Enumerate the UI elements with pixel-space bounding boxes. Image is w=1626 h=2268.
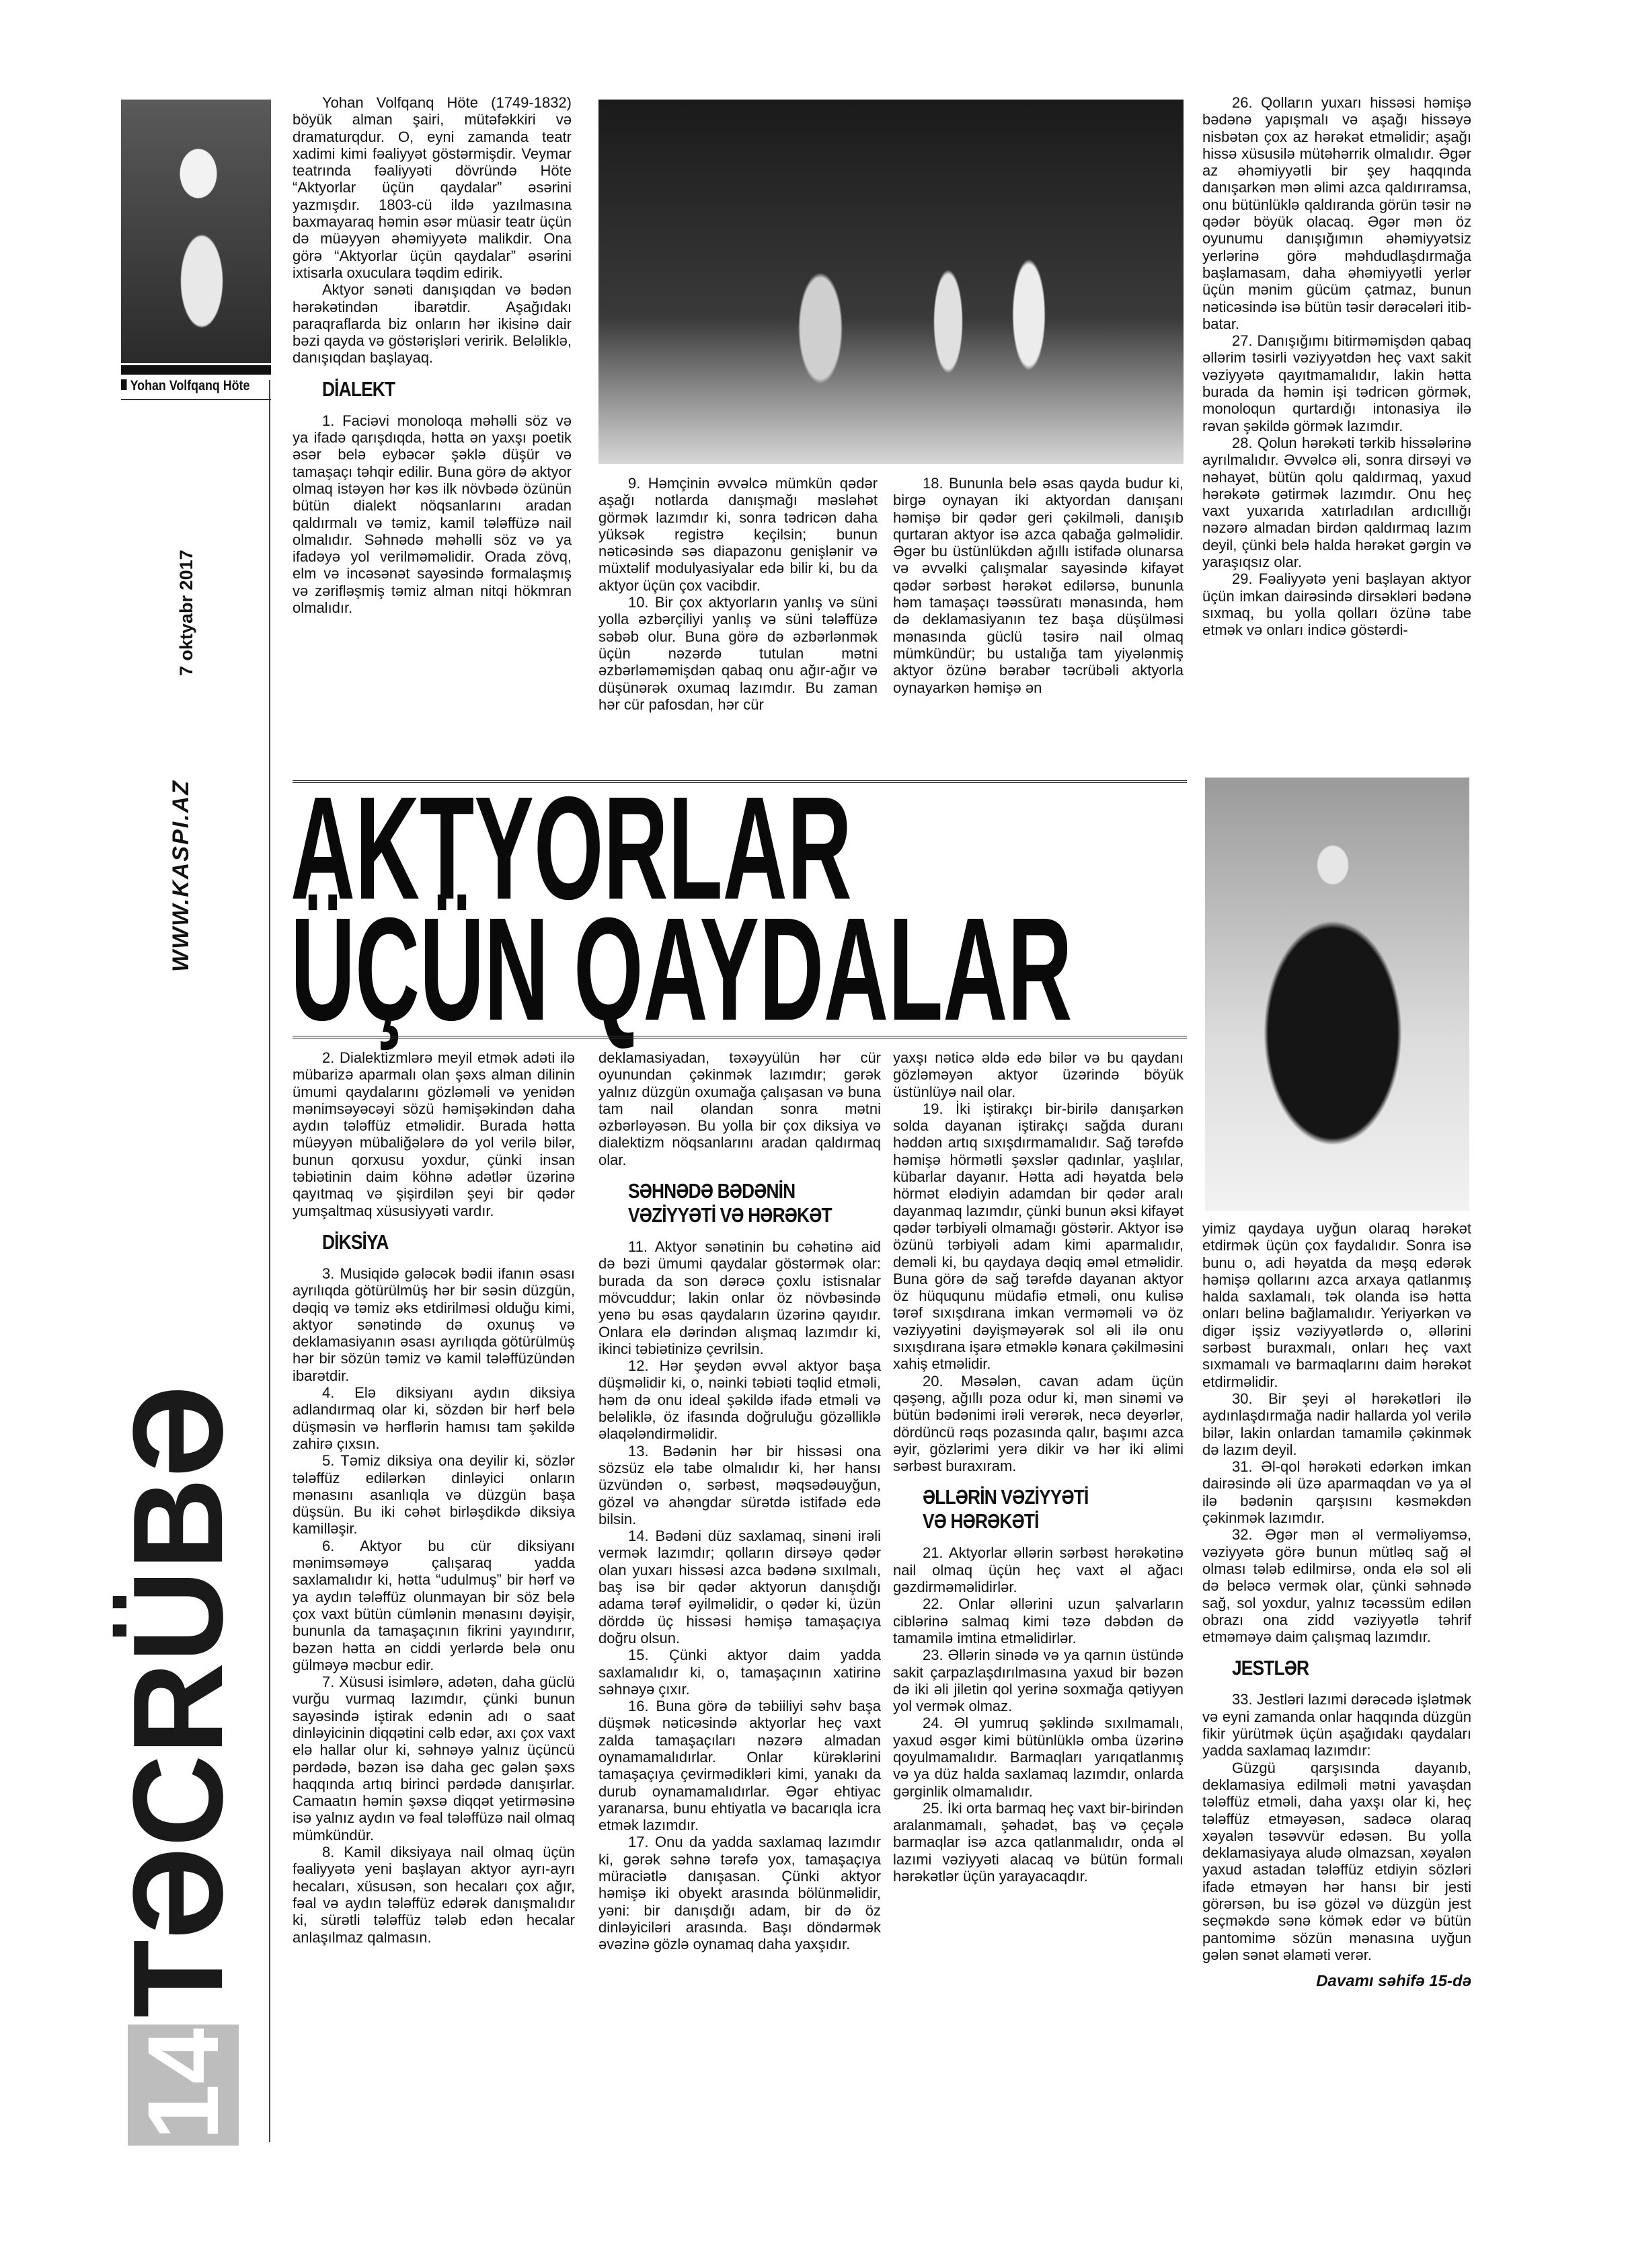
article-paragraph: 25. İki orta barmaq heç vaxt bir-birindən aralanmamalı, şəhadət, baş və çeçələ barmaqlar isə azca qatlanmalıdır, onda əl lazımi vəziyyəti alacaq və bütün formalı hərəkətlər üçün yarayacaqdır. — [893, 1799, 1184, 1885]
article-paragraph: 20. Məsələn, cavan adam üçün qəşəng, ağıllı poza odur ki, mən sinəmi və bütün bədənimi irəli verərək, necə deyərlər, dördüncü rəqs pozasında qalır, başımı azca əyir, gözlərimi yerə dikir və hər iki əlimi sərbəst buraxıram. — [893, 1372, 1184, 1475]
article-paragraph: 18. Bununla belə əsas qayda budur ki, birgə oynayan iki aktyordan danışanı həmişə bir qədər geri çəkilməli, danışıb qurtaran aktyor isə azca qabağa gəlməlidir. Əgər bu üstünlükdən ağıllı istifadə olunarsa və əvvəlki çalışmalar sayəsində kifayət qədər sərbəst hərəkət edilərsə, bununla həm tamaşaçı təəssüratı mənasında, həm də deklamasiyanın tez başa düşülməsi mənasında güclü təsirə nail olmaq mümkündür; bu ustalığa tam yiyələnmiş aktyor özünə bərabər təcrübəli aktyorla oynayarkən həmişə ən — [893, 475, 1184, 696]
headline-line-1: AKTYORLAR — [291, 767, 852, 930]
section-heading: JESTLƏR — [1232, 1656, 1309, 1680]
article-paragraph: yimiz qaydaya uyğun olaraq hərəkət etdirmək üçün çox faydalıdır. Sonra isə bunu o, adi həyatda da məşq edərək həmişə qollarını azca arxaya qatlanmış halda saxlamalı, tək olanda isə hətta onları belinə bağlamalıdır. Yeriyərkən və digər işsiz vəziyyətlərdə o, əllərini sərbəst buraxmalı, onları heç vaxt sıxmamalı və barmaqlarını daim hərəkət etdirməlidir. — [1202, 1220, 1471, 1390]
column-bottom-1 — [293, 1049, 575, 1946]
article-paragraph: 9. Həmçinin əvvəlcə mümkün qədər aşağı notlarda danışmağı məsləhət görmək lazımdır ki, sonra tədricən daha yüksək registrə keçilsin; bunun nəticəsində səs diapazonu genişlənir və müxtəlif modulyasiyalar edə bilir ki, bu da aktyor üçün çox vacibdir. — [598, 475, 878, 594]
section-title: TƏCRÜBƏ — [107, 1385, 249, 2018]
article-paragraph: Aktyor sənəti danışıqdan və bədən hərəkətindən ibarətdir. Aşağıdakı paraqraflarda biz onların hər ikisinə dair bəzi qayda və göstərişləri veririk. Beləliklə, danışıqdan başlayaq. — [293, 281, 572, 367]
article-paragraph: 12. Hər şeydən əvvəl aktyor başa düşməlidir ki, o, nəinki təbiəti təqlid etməli, həm də onu ideal şəkildə ifadə etməli və beləliklə, öz ifasında doğruluğu gözəlliklə əlaqələndirməlidir. — [598, 1357, 881, 1443]
stage-photo — [598, 100, 1184, 464]
column-top-2 — [598, 475, 878, 713]
article-paragraph: yaxşı nəticə əldə edə bilər və bu qaydanı gözləməyən aktyor üzərində böyük üstünlüyə nail olar. — [893, 1049, 1184, 1100]
article-paragraph: 15. Çünki aktyor daim yadda saxlamalıdır ki, o, tamaşaçının xatirinə səhnəyə çıxır. — [598, 1647, 881, 1698]
article-paragraph: 1. Faciəvi monoloqa məhəlli söz və ya ifadə qarışdıqda, hətta ən yaxşı poetik əsər belə eybəcər şəklə düşür və tamaşaçı təhqir edilir. Buna görə də aktyor olmaq istəyən hər kəs ilk növbədə özünün bütün dialekt nöqsanlarını aradan qaldırmalı və təmiz, kamil tələffüzə nail olmalıdır. Səhnədə məhəlli söz və ya ifadəyə yol verilməməlidir. Orada zövq, elm və incəsənət sayəsində formalaşmış və zərifləşmiş təmiz alman nitqi hökmran olmalıdır. — [293, 412, 572, 617]
article-paragraph: deklamasiyadan, təxəyyülün hər cür oyunundan çəkinmək lazımdır; gərək yalnız düzgün oxumağa çalışasan və buna tam nail olandan sonra mətni əzbərləyəsən. Bu yolla bir çox diksiya və dialektizm nöqsanlarını aradan qaldırmaq olar. — [598, 1049, 881, 1168]
article-paragraph: 10. Bir çox aktyorların yanlış və süni yolla əzbərçiliyi yanlış və süni tələffüzə səbəb olur. Buna görə də əzbərlənmək üçün nəzərdə tutulan mətni əzbərləməmişdən qabaq onu ağır-ağır və düşünərək oxumaq lazımdır. Bu zaman hər cür pafosdan, hər cür — [598, 594, 878, 713]
article-paragraph: 6. Aktyor bu cür diksiyanı mənimsəməyə çalışaraq yadda saxlamalıdır ki, hətta “udulmuş” bir hərf və ya aydın tələffüz olunmayan bir söz belə çox vaxt bütün cümlənin mənasını dəyişir, bununla da tamaşaçının fikrini yayındırır, bəzən hətta ən ciddi yerlərdə belə onu gülməyə məcbur edir. — [293, 1537, 575, 1673]
article-paragraph: 19. İki iştirakçı bir-birilə danışarkən solda dayanan iştirakçı sağda duranı həddən artıq sıxışdırmamalıdır. Sağ tərəfdə həmişə hörmətli şəxslər qadınlar, yaşlılar, kübarlar dayanır. Hətta adi həyatda belə hörmət elədiyin adamdan bir qədər aralı dayanmaq lazımdır, çünki bunun əksi kifayət qədər tərbiyəli olmamağı göstərir. Aktyor isə özünü tərbiyəli adam kimi aparmalıdır, deməli ki, bu qaydaya dəqiq əməl etməlidir. Buna görə də sağ tərəfdə dayanan aktyor öz hüququnu müdafiə etməli, onu kulisə tərəf sıxışdırana imkan verməməli və öz vəziyyətini dəyişməyərək sol əli ilə onu sıxışdırana işarə etməklə kənara çəkilməsini xahiş etməlidir. — [893, 1100, 1184, 1373]
article-paragraph: 26. Qolların yuxarı hissəsi həmişə bədənə yapışmalı və aşağı hissəyə nisbətən çox az hərəkət etməlidir; aşağı hissə xüsusilə mütəhərrik olmalıdır. Əgər az əhəmiyyətli bir şey haqqında danışarkən mən əlimi azca qaldırıramsa, onu bütünlüklə qaldıranda görün təsir nə qədər böyük olacaq. Əgər mən öz oyunumu danışığımın əhəmiyyətsiz yerlərinə görə məhdudlaşdırmağa başlamasam, daha əhəmiyyətli yerlər üçün mənim gücüm çatmaz, bunun nəticəsində isə bütün təsir dərəcələri itib-batar. — [1202, 94, 1471, 332]
page-number: 14 — [126, 2028, 239, 2140]
article-paragraph: 33. Jestləri lazımi dərəcədə işlətmək və eyni zamanda onlar haqqında düzgün fikir yürütmək üçün aşağıdakı qaydaları yadda saxlamaq lazımdır: — [1202, 1691, 1471, 1760]
article-paragraph: 31. Əl-qol hərəkəti edərkən imkan dairəsində əli üzə aparmaqdan və ya əl ilə bədənin qarşısını kəsməkdən çəkinmək lazımdır. — [1202, 1458, 1471, 1527]
portrait-caption — [121, 378, 249, 394]
article-paragraph: 28. Qolun hərəkəti tərkib hissələrinə ayrılmalıdır. Əvvəlcə əli, sonra dirsəyi və nəhayət, bütün qolu qaldırmaq, yaxud hərəkətə gətirmək lazımdır. Onu heç vaxt yuxarıda xatırladılan ardıcıllığı nəzərə almadan birdən qaldırmaq lazım deyil, çünki belə halda hərəkət gərgin və yaraşıqsız olar. — [1202, 434, 1471, 571]
article-paragraph: 30. Bir şeyi əl hərəkətləri ilə aydınlaşdırmağa nadir hallarda yol verilə bilər, lakin onlardan tamamilə çəkinmək də lazım deyil. — [1202, 1390, 1471, 1458]
article-paragraph: 21. Aktyorlar əllərin sərbəst hərəkətinə nail olmaq üçün heç vaxt əl ağacı gəzdirməməlidirlər. — [893, 1544, 1184, 1596]
article-paragraph: 27. Danışığımı bitirməmişdən qabaq əllərim təsirli vəziyyətdən heç vaxt sakit vəziyyətə qayıtmamalıdır, lakin hətta burada da həmin işi tədricən görmək, monoloqun qurtardığı intonasiya ilə rəvan şəkildə görmək lazımdır. — [1202, 332, 1471, 434]
column-intro — [293, 94, 572, 616]
article-paragraph: 5. Təmiz diksiya ona deyilir ki, sözlər tələffüz edilərkən dinləyici onların mənasını asanlıqla və düzgün başa düşsün. Bu iki cəhət birləşdikdə diksiya kamilləşir. — [293, 1452, 575, 1538]
continued-note: Davamı səhifə 15-də — [1316, 1972, 1471, 1991]
article-paragraph: 8. Kamil diksiyaya nail olmaq üçün fəaliyyətə yeni başlayan aktyor ayrı-ayrı hecaları, xüsusən, son hecaları çox ağır, fəal və aydın tələffüz edərək danışmalıdır ki, sürətli tələffüz tələb edən hecalar anlaşılmaz qalmasın. — [293, 1844, 575, 1946]
headline-bottom-rule — [293, 1036, 1187, 1038]
column-bottom-3 — [893, 1049, 1184, 1885]
section-heading: ƏLLƏRİN VƏZİYYƏTİ VƏ HƏRƏKƏTİ — [923, 1485, 1089, 1534]
article-paragraph: 24. Əl yumruq şəklində sıxılmamalı, yaxud əsgər kimi bütünlüklə omba üzərinə qoyulmamalıdır. Barmaqları yarıqatlanmış və ya düz halda saxlamaq lazımdır, onlarda gərginlik olmamalıdır. — [893, 1714, 1184, 1800]
article-paragraph: 23. Əllərin sinədə və ya qarnın üstündə sakit çarpazlaşdırılmasına yaxud bir bəzən də iki əli jiletin qol yerinə soxmağa qətiyyən yol vermək olmaz. — [893, 1647, 1184, 1715]
headline-line-2: ÜÇÜN QAYDALAR — [291, 888, 1073, 1051]
article-paragraph: 17. Onu da yadda saxlamaq lazımdır ki, gərək səhnə tərəfə yox, tamaşaçıya müraciətlə danışasan. Çünki aktyor həmişə iki obyekt arasında bölünməlidir, yəni: bir danışdığı adam, bir də öz dinləyiciləri arasında. Başı döndərmək əvəzinə gözlə oynamaq daha yaxşıdır. — [598, 1834, 881, 1953]
actor-costume-photo — [1205, 778, 1469, 1211]
article-paragraph: 14. Bədəni düz saxlamaq, sinəni irəli vermək lazımdır; qolların dirsəyə qədər olan yuxarı hissəsi azca bədənə sıxılmalı, baş isə bir qədər aktyorun danışdığı adama tərəf əyilməlidir, o qədər ki, üzün dörddə üç hissəsi həmişə tamaşaçıya doğru olsun. — [598, 1527, 881, 1647]
caption-bullet-icon — [121, 379, 127, 390]
column-top-4 — [1202, 94, 1471, 639]
article-paragraph: 7. Xüsusi isimlərə, adətən, daha güclü vurğu vurmaq lazımdır, çünki bunun sayəsində iştirak edənin adı o saat dinləyicinin diqqətini cəlb edər, axı çox vaxt elə hallar olur ki, səhnəyə yalnız üçüncü pərdədə, bəzən isə daha gec gələn şəxs haqqında artıq birinci pərdədə danışırlar. Camaatın həmin şəxsə diqqət yetirməsinə isə yalnız aydın və fəal tələffüzə nail olmaq mümkündür. — [293, 1673, 575, 1844]
article-paragraph: Yohan Volfqanq Höte (1749-1832) böyük alman şairi, mütəfəkkiri və dramaturqdur. O, eyni zamanda teatr xadimi kimi fəaliyyət göstərmişdir. Veymar teatrında fəaliyyəti dövründə Höte “Aktyorlar üçün qaydalar” əsərini yazmışdır. 1803-cü ildə yazılmasına baxmayaraq həmin əsər müasir teatr üçün də müəyyən əhəmiyyətə malikdir. Ona görə “Aktyorlar üçün qaydalar” əsərini ixtisarla oxuculara təqdim edirik. — [293, 94, 572, 281]
sidebar-divider — [269, 380, 270, 2142]
portrait-photo — [121, 100, 271, 363]
section-heading: SƏHNƏDƏ BƏDƏNİN VƏZİYYƏTİ VƏ HƏRƏKƏT — [628, 1179, 832, 1227]
section-heading: DİALEKT — [322, 377, 395, 401]
article-paragraph: 16. Buna görə də təbiiliyi səhv başa düşmək nəticəsində aktyorlar heç vaxt zalda tamaşaçıları nəzərə almadan oynamamalıdırlar. Onlar kürəklərini tamaşaçıya çevirmədikləri kimi, yanakı da durub oynamamalıdırlar. Əgər ehtiyac yaranarsa, bunu ehtiyatla və bacarıqla icra etmək lazımdır. — [598, 1698, 881, 1834]
issue-date: 7 oktyabr 2017 — [176, 550, 196, 676]
article-paragraph: 3. Musiqidə gələcək bədii ifanın əsası ayrılıqda götürülmüş hər bir səsin düzgün, dəqiq və təmiz əks etdirilməsi olduğu kimi, aktyor sənətində də oxunuş və deklamasiyanın əsası ayrılıqda götürülmüş hər bir sözün təmiz və kamil tələffüzündən ibarətdir. — [293, 1264, 575, 1384]
article-paragraph: Güzgü qarşısında dayanıb, deklamasiya edilməli mətni yavaşdan tələffüz etməli, daha yaxşı olar ki, heç tələffüz etməyəsən, sadəcə olaraq xəyalən təsəvvür edəsən. Bu yolla deklamasiyaya aludə olmazsan, xəyalən yaxud astadan tələffüz etdiyin sözləri ifadə etməyən hər hansı bir jesti görərsən, bu isə gözəl və düzgün jest seçməkdə sənə kömək edər və bütün pantomimə sözün mənasına uyğun gələn sənət əlaməti verər. — [1202, 1759, 1471, 1963]
caption-rule — [121, 399, 271, 400]
article-paragraph: 11. Aktyor sənətinin bu cəhətinə aid də bəzi ümumi qaydalar göstərmək olar: burada da son dərəcə çoxlu istisnalar mövcuddur; lakin onlar öz növbəsində yenə bu əsas qaydaların üzərinə qayıdır. Onlara elə dərindən alışmaq lazımdır ki, ikinci təbiətinizə çevrilsin. — [598, 1238, 881, 1357]
portrait-caption-bar — [121, 365, 271, 375]
page-number-box — [128, 2025, 239, 2146]
article-paragraph: 13. Bədənin hər bir hissəsi ona sözsüz elə tabe olmalıdır ki, hər hansı üzvündən o, sərbəst, məqsədəuyğun, gözəl və ahəngdar sürətdə istifadə edə bilsin. — [598, 1442, 881, 1527]
article-paragraph: 2. Dialektizmlərə meyil etmək adəti ilə mübarizə aparmalı olan şəxs alman dilinin ümumi qaydalarını gözləməli və yenidən mənimsəyəcəyi sözü həmişəkindən daha aydın tələffüz etməlidir. Burada hətta müəyyən mübaliğələrə də yol verilə bilər, bunun qorxusu yoxdur, çünki insan təbiətinin daim köhnə adətlər üzərinə qayıtmaq və şişirdilən şeyi bir qədər yumşaltmaq xüsusiyyəti vardır. — [293, 1049, 575, 1219]
article-paragraph: 32. Əgər mən əl verməliyəmsə, vəziyyətə görə bunun mütləq sağ əl olması tələb edilmirsə, onda elə sol əli də beləcə vermək olar, çünki səhnədə sağ, sol yoxdur, yalnız təcəssüm edilən obrazı ona zidd vəziyyətlə təhrif etməməyə daim çalışmaq lazımdır. — [1202, 1526, 1471, 1646]
article-paragraph: 4. Elə diksiyanı aydın diksiya adlandırmaq olar ki, sözdən bir hərf belə düşməsin və hərflərin hamısı tam şəkildə zahirə çıxsın. — [293, 1384, 575, 1452]
column-bottom-2 — [598, 1049, 881, 1953]
column-top-3 — [893, 475, 1184, 696]
article-paragraph: 29. Fəaliyyətə yeni başlayan aktyor üçün imkan dairəsində dirsəkləri bədənə sıxmaq, bu yolla qolları özünə tabe etmək və onları indicə göstərdi- — [1202, 570, 1471, 639]
section-heading: DİKSİYA — [322, 1230, 389, 1254]
website: WWW.KASPI.AZ — [168, 780, 194, 972]
portrait-caption-text: Yohan Volfqanq Höte — [130, 378, 250, 393]
column-bottom-4 — [1202, 1220, 1471, 1990]
article-paragraph: 22. Onlar əllərini uzun şalvarların ciblərinə salmaq kimi təzə dəbdən də tamamilə imtina etməlidirlər. — [893, 1595, 1184, 1647]
